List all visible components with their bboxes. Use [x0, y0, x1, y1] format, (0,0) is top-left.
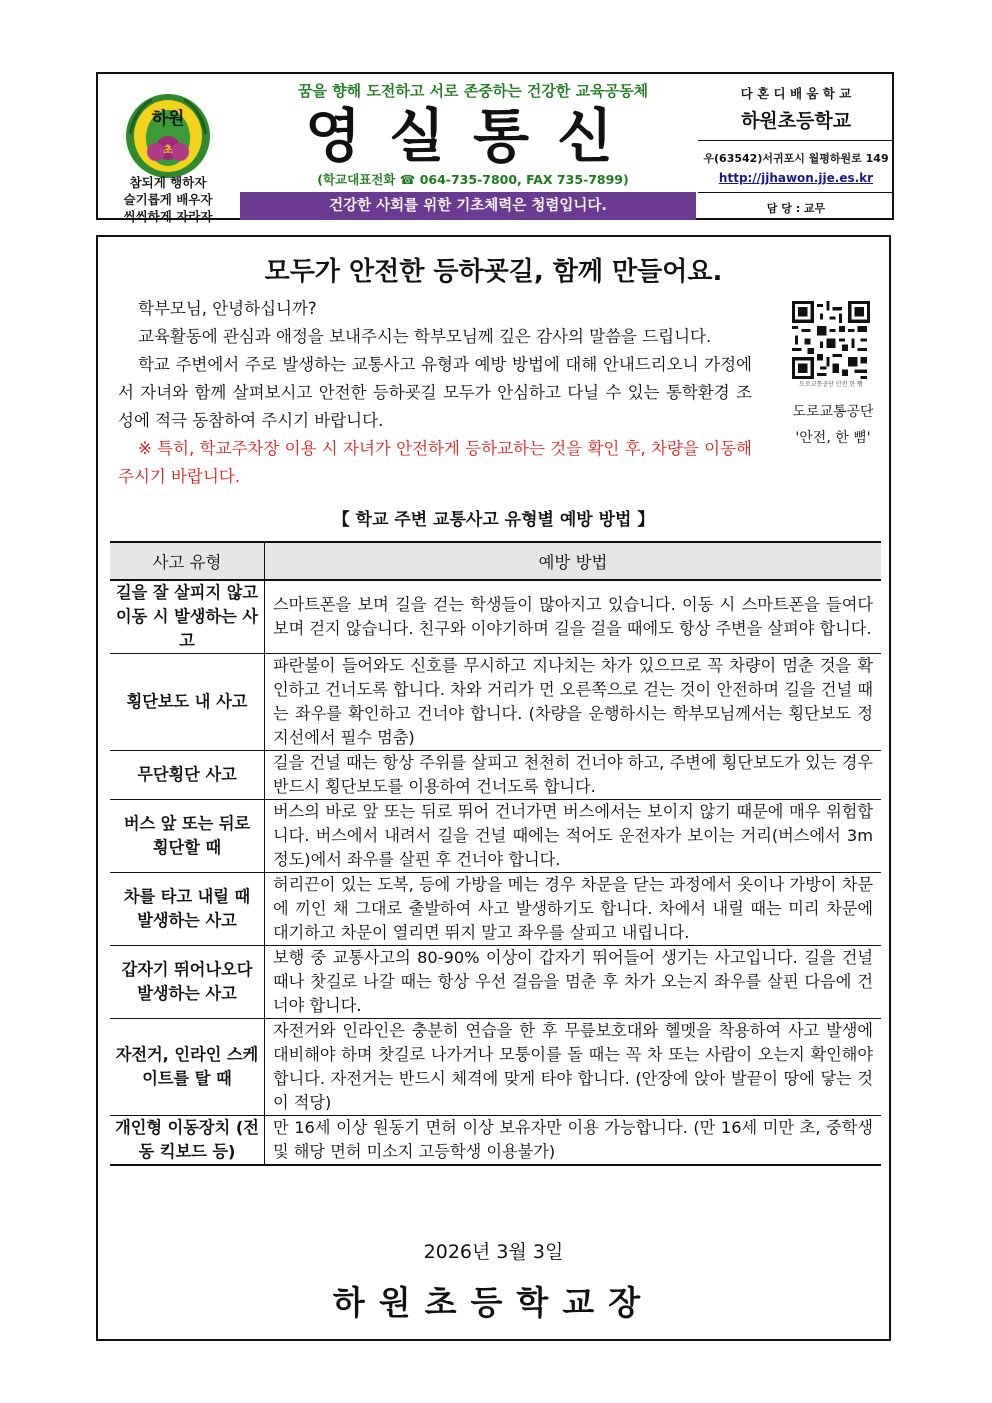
- table-title: 【 학교 주변 교통사고 유형별 예방 방법 】: [332, 510, 655, 530]
- qr-label-campaign: '안전, 한 뼘': [795, 430, 871, 446]
- accident-type: 개인형 이동장치 (전동 킥보드 등): [110, 1116, 265, 1166]
- prevention-method: 만 16세 이상 원동기 면허 이상 보유자만 이용 가능합니다. (만 16세 미만 초, 중학생 및 해당 면허 미소지 고등학생 이용불가): [265, 1116, 882, 1166]
- table-row: [110, 873, 881, 946]
- prevention-method: 파란불이 들어와도 신호를 무시하고 지나치는 차가 있으므로 꼭 차량이 멈춘 것을 확인하고 건너도록 합니다. 차와 거리가 먼 오른쪽으로 걷는 것이 안전하며 길을 건널 때는 좌우를 확인하고 건너야 합니다. (차량을 운행하시는 학부모님께서는 횡단보도 정지선에서 필수 멈춤): [265, 654, 882, 751]
- prevention-method: 버스의 바로 앞 또는 뒤로 뛰어 건너가면 버스에서는 보이지 않기 때문에 매우 위험합니다. 버스에서 내려서 길을 건널 때에는 적어도 운전자가 보이는 거리(버스에서 3m 정도)에서 좌우를 살핀 후 건너야 합니다.: [265, 800, 882, 873]
- table-header-row: [110, 542, 881, 580]
- newsletter-title: 영실통신: [304, 102, 642, 170]
- motto-line: 참되게 행하자: [129, 175, 207, 190]
- intro-paragraph: 학교 주변에서 주로 발생하는 교통사고 유형과 예방 방법에 대해 안내드리오니 가정에서 자녀와 함께 살펴보시고 안전한 등하굣길 모두가 안심하고 다닐 수 있는 통학환경 조성에 적극 동참하여 주시기 바랍니다.: [118, 355, 752, 430]
- table-row: [110, 800, 881, 873]
- prevention-method: 길을 건널 때는 항상 주위를 살피고 천천히 건너야 하고, 주변에 횡단보도가 있는 경우 반드시 횡단보도를 이용하여 건너도록 합니다.: [265, 751, 882, 800]
- school-address: 우(63542)서귀포시 월평하원로 149: [703, 152, 889, 165]
- column-header-method: 예방 방법: [265, 542, 882, 580]
- school-phone: (학교대표전화 ☎ 064-735-7800, FAX 735-7899): [317, 172, 629, 187]
- table-row: [110, 1019, 881, 1116]
- prevention-method: 자전거와 인라인은 충분히 연습을 한 후 무릎보호대와 헬멧을 착용하여 사고 발생에 대비해야 하며 찻길로 나가거나 모퉁이를 돌 때는 꼭 차 또는 사람이 오는지 확인해야 합니다. 자전거는 반드시 체격에 맞게 타야 합니다. (안장에 앉아 발끝이 땅에 닿는 것이 적당): [265, 1019, 882, 1116]
- intro-paragraph: 교육활동에 관심과 애정을 보내주시는 학부모님께 깊은 감사의 말씀을 드립니다.: [138, 327, 712, 346]
- accident-type: 버스 앞 또는 뒤로 횡단할 때: [110, 800, 265, 873]
- article-title: 모두가 안전한 등하굣길, 함께 만들어요.: [264, 257, 723, 287]
- emblem-text: 하원: [151, 109, 185, 129]
- newsletter-body: [96, 235, 891, 1341]
- motto-line: 씩씩하게 자라자: [123, 209, 213, 224]
- motto-line: 슬기롭게 배우자: [123, 192, 213, 207]
- table-row: [110, 751, 881, 800]
- accident-type: 자전거, 인라인 스케이트를 탈 때: [110, 1019, 265, 1116]
- education-slogan: 꿈을 향해 도전하고 서로 존중하는 건강한 교육공동체: [297, 82, 649, 100]
- accident-prevention-table: [110, 541, 881, 1166]
- accident-type: 차를 타고 내릴 때 발생하는 사고: [110, 873, 265, 946]
- newsletter-header: [96, 72, 894, 224]
- table-row: [110, 946, 881, 1019]
- accident-type: 길을 잘 살피지 않고 이동 시 발생하는 사고: [110, 580, 265, 654]
- school-emblem-icon: [122, 88, 214, 180]
- qr-caption: 도로교통공단 안전 한 뼘: [799, 381, 863, 388]
- prevention-method: 허리끈이 있는 도복, 등에 가방을 메는 경우 차문을 닫는 과정에서 옷이나 가방이 차문에 끼인 채 그대로 출발하여 사고 발생하기도 합니다. 차에서 내릴 때는 미리 차문에 대기하고 차문이 열리면 뛰지 말고 좌우를 살피고 내립니다.: [265, 873, 882, 946]
- accident-type: 횡단보도 내 사고: [110, 654, 265, 751]
- prevention-method: 스마트폰을 보며 길을 걷는 학생들이 많아지고 있습니다. 이동 시 스마트폰을 들여다보며 걷지 않습니다. 친구와 이야기하며 길을 걸을 때에도 항상 주변을 살펴야 합니다.: [265, 580, 882, 654]
- intro-paragraph: 학부모님, 안녕하십니까?: [138, 299, 317, 318]
- integrity-slogan-bar: 건강한 사회를 위한 기초체력은 청렴입니다.: [240, 192, 696, 220]
- school-website-link[interactable]: http://jjhawon.jje.es.kr: [718, 171, 874, 185]
- column-header-type: 사고 유형: [110, 542, 265, 580]
- intro-text: [118, 295, 752, 491]
- qr-label-org: 도로교통공단: [792, 404, 874, 420]
- divider: [698, 140, 894, 141]
- prevention-method: 보행 중 교통사고의 80-90% 이상이 갑자기 뛰어들어 생기는 사고입니다. 길을 건널 때나 찻길로 나갈 때는 항상 우선 걸음을 멈춘 후 차가 오는지 좌우를 살핀 다음에 건너야 합니다.: [265, 946, 882, 1019]
- accident-type: 갑자기 뛰어나오다 발생하는 사고: [110, 946, 265, 1019]
- school-mottos: [98, 174, 238, 225]
- accident-type: 무단횡단 사고: [110, 751, 265, 800]
- issue-date: 2026년 3월 3일: [423, 1241, 564, 1263]
- emblem-bottom-text: 초: [163, 145, 173, 156]
- qr-code-icon[interactable]: [792, 301, 870, 379]
- principal-signature: 하원초등학교장: [332, 1283, 655, 1322]
- parking-notice: ※ 특히, 학교주차장 이용 시 자녀가 안전하게 등하교하는 것을 확인 후, 차량을 이동해 주시기 바랍니다.: [118, 439, 752, 486]
- table-row: [110, 654, 881, 751]
- school-motto: 다 혼 디 배 움 학 교: [740, 86, 852, 101]
- school-name: 하원초등학교: [740, 110, 852, 132]
- manager-label: 담 당 : 교무: [766, 202, 826, 215]
- table-row: [110, 1116, 881, 1166]
- divider: [698, 192, 894, 193]
- table-row: [110, 580, 881, 654]
